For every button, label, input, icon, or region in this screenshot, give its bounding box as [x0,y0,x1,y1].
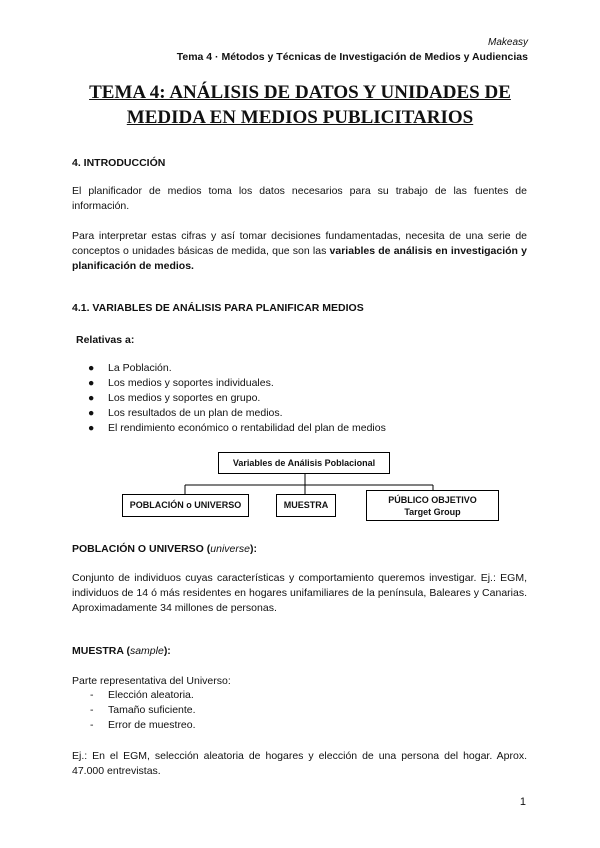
diagram-publico-box [366,490,499,521]
page-title-line-2: MEDIDA EN MEDIOS PUBLICITARIOS [126,107,474,128]
list-item-text: Los medios y soportes individuales. [108,377,274,389]
dash-marker: - [90,704,94,716]
diagram-muestra-label: MUESTRA [283,500,329,510]
page-number: 1 [519,796,526,808]
poblacion-heading-text: POBLACIÓN O UNIVERSO [72,543,204,555]
diagram-target-label: Target Group [404,507,461,517]
list-item [90,704,196,716]
diagram-publico-label: PÚBLICO OBJETIVO [388,495,477,505]
intro-paragraph-2-bold: variables de análisis en investigación y planificación de medios. [72,245,527,272]
intro-paragraph-1: El planificador de medios toma los datos necesarios para su trabajo de las fuentes de información. [72,185,527,212]
list-item [90,689,194,701]
dash-marker: - [90,689,94,701]
relativas-label: Relativas a: [76,334,135,346]
diagram-root-label: Variables de Análisis Poblacional [232,458,376,468]
poblacion-text: Conjunto de individuos cuyas características y comportamiento queremos investigar. Ej.: EGM, individuos de 14 ó más residentes en hogares unifamiliares de la península, Baleares y Canarias. Aproximadamente 34 millones de personas. [72,572,527,614]
list-item-text: Los resultados de un plan de medios. [108,407,283,419]
dash-marker: - [90,719,94,731]
header-subtitle: Tema 4 · Métodos y Técnicas de Investigación de Medios y Audiencias [176,51,528,63]
bullet-icon: ● [88,362,95,374]
page-title-line-1: TEMA 4: ANÁLISIS DE DATOS Y UNIDADES DE [89,82,511,103]
bullet-icon: ● [88,407,95,419]
bullet-icon: ● [88,392,95,404]
muestra-heading: MUESTRA (sample): [72,645,171,657]
header-brand: Makeasy [487,37,528,48]
list-item-text: Elección aleatoria. [108,689,194,701]
muestra-heading-text: MUESTRA [72,645,124,657]
diagram-root-box [218,452,390,474]
bullet-icon: ● [88,377,95,389]
bullet-icon: ● [88,422,95,434]
list-item-text: Tamaño suficiente. [108,704,196,716]
section-41-heading: 4.1. VARIABLES DE ANÁLISIS PARA PLANIFICAR MEDIOS [72,302,364,314]
list-item-text: El rendimiento económico o rentabilidad del plan de medios [108,422,386,434]
poblacion-heading: POBLACIÓN O UNIVERSO (universe): [72,543,257,555]
intro-paragraph-2-text: Para interpretar estas cifras y así tomar decisiones fundamentadas, necesita de una serie de conceptos o unidades básicas de medida, que son las [72,230,527,257]
list-item-text: Error de muestreo. [108,719,196,731]
intro-heading: 4. INTRODUCCIÓN [72,157,166,169]
diagram-muestra-box [276,494,336,517]
muestra-heading-en: sample [129,645,164,657]
poblacion-heading-en: universe [210,543,250,555]
muestra-intro: Parte representativa del Universo: [72,675,231,687]
list-item-text: La Población. [108,362,172,374]
diagram-poblacion-label: POBLACIÓN o UNIVERSO [129,500,242,510]
muestra-example: Ej.: En el EGM, selección aleatoria de hogares y elección de una persona del hogar. Aprox. 47.000 entrevistas. [72,750,527,777]
list-item-text: Los medios y soportes en grupo. [108,392,261,404]
list-item [90,719,196,731]
diagram-poblacion-box [122,494,249,517]
